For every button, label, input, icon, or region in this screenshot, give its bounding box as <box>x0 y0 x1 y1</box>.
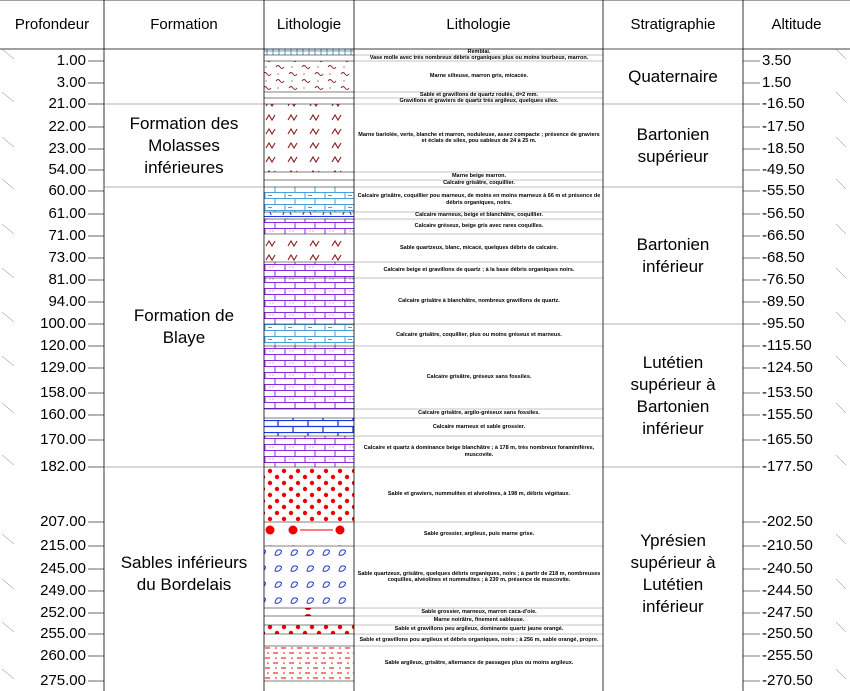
depth-label: 23.00 <box>48 140 86 157</box>
lithology-description: Marne bariolée, verte, blanche et marron, noduleuse, assez compacte ; présence de graviers et éclats de silex, pou sableux de 24 à 25 m. <box>358 131 600 144</box>
altitude-label: -244.50 <box>762 582 813 599</box>
lithology-unit-fill <box>264 634 354 646</box>
altitude-label: -76.50 <box>762 271 805 288</box>
altitude-label: -247.50 <box>762 604 813 621</box>
depth-label: 158.00 <box>40 384 86 401</box>
formation-name: Sables inférieurs du Bordelais <box>120 553 248 594</box>
altitude-label: -210.50 <box>762 537 813 554</box>
depth-label: 182.00 <box>40 458 86 475</box>
lithology-unit-fill <box>264 625 354 634</box>
altitude-label: -153.50 <box>762 384 813 401</box>
lithology-description: Calcaire grisâtre, coquillier pou marneux, de moins en moins marneux à 66 m et présence de débris organiques, noirs. <box>357 193 601 206</box>
lithology-unit-fill <box>264 409 354 418</box>
depth-label: 252.00 <box>40 604 86 621</box>
stratigraphy-name: Yprésien supérieur à Lutétien inférieur <box>630 531 716 616</box>
lithology-description: Calcaire marneux, beige et blanchâtre, coquillier. <box>415 212 543 219</box>
depth-label: 249.00 <box>40 582 86 599</box>
altitude-label: -177.50 <box>762 458 813 475</box>
altitude-label: -56.50 <box>762 205 805 222</box>
depth-label: 215.00 <box>40 537 86 554</box>
lithology-description: Sable grossier, argileux, puis marne grise. <box>423 530 535 537</box>
altitude-label: 3.50 <box>762 52 792 69</box>
lithology-unit-fill <box>264 61 354 92</box>
altitude-label: -66.50 <box>762 227 805 244</box>
lithology-description: Marne beige marron. <box>451 172 507 179</box>
lithology-description: Calcaire et quartz à dominance beige blanchâtre ; à 178 m, très nombreux foraminifères, muscovite. <box>363 445 595 458</box>
lithology-unit-fill <box>264 92 354 98</box>
lithology-unit-fill <box>264 172 354 180</box>
depth-label: 275.00 <box>40 672 86 689</box>
altitude-label: -270.50 <box>762 672 813 689</box>
altitude-label: -68.50 <box>762 249 805 266</box>
depth-label: 21.00 <box>48 95 86 112</box>
lithology-description: Calcaire grisâtre à blanchâtre, nombreux gravillons de quartz. <box>398 297 560 304</box>
lithology-description: Calcaire marneux et sable grossier. <box>432 423 526 430</box>
lithology-description: Calcaire grisâtre, coquillier. <box>443 180 515 187</box>
depth-label: 120.00 <box>40 337 86 354</box>
lithology-description: Calcaire grisâtre, coquillier, plus ou moins gréseux et marneux. <box>396 331 562 338</box>
lithology-description: Vase molle avec très nombreux débris organiques plus ou moins tourbeux, marron. <box>369 55 589 61</box>
header-depth: Profondeur <box>14 16 90 33</box>
altitude-label: -155.50 <box>762 406 813 423</box>
altitude-label: -95.50 <box>762 315 805 332</box>
lithology-unit-fill <box>264 522 354 546</box>
lithology-unit-fill <box>264 608 354 616</box>
lithology-unit-fill <box>264 418 354 436</box>
lithology-description: Calcaire grisâtre, argilo-gréseux sans fossiles. <box>418 410 540 417</box>
lithology-description: Gravillons et graviers de quartz très argileux, quelques silex. <box>399 98 559 104</box>
lithology-description: Sable quartzeux, grisâtre, quelques débris organiques, noirs ; à partir de 218 m, nombreuses coquilles, alvéolines et nummulites ; à 230 m, présence de muscovite. <box>357 570 601 583</box>
altitude-label: -165.50 <box>762 431 813 448</box>
lithology-unit-fill <box>264 212 354 219</box>
altitude-label: -55.50 <box>762 182 805 199</box>
altitude-label: -250.50 <box>762 625 813 642</box>
lithology-unit-fill <box>264 49 354 55</box>
depth-label: 60.00 <box>48 182 86 199</box>
depth-label: 255.00 <box>40 625 86 642</box>
lithology-unit-fill <box>264 324 354 346</box>
lithology-unit-fill <box>264 546 354 608</box>
lithology-unit-fill <box>264 234 354 262</box>
altitude-label: -49.50 <box>762 161 805 178</box>
lithology-description: Sable et graviers, nummulites et alvéolines, à 198 m, débris végétaux. <box>387 491 571 498</box>
altitude-label: -115.50 <box>762 337 812 354</box>
header-lithology-column: Lithologie <box>276 16 342 33</box>
lithology-description: Sable argileux, grisâtre, alternance de passages plus ou moins argileux. <box>384 660 574 667</box>
lithology-description: Sable quartzeux, blanc, micacé, quelques débris de calcaire. <box>399 244 559 251</box>
lithology-description: Sable et gravillons peu argileux, dominante quartz jaune orangé. <box>394 626 564 633</box>
lithology-description: Sable et gravillons de quartz roulés, d=2 mm. <box>419 92 539 98</box>
depth-label: 54.00 <box>48 161 86 178</box>
lithology-unit-fill <box>264 346 354 409</box>
depth-label: 71.00 <box>48 227 86 244</box>
lithology-unit-fill <box>264 187 354 212</box>
altitude-label: -255.50 <box>762 647 813 664</box>
lithology-unit-fill <box>264 55 354 61</box>
depth-label: 81.00 <box>48 271 86 288</box>
lithology-description: Calcaire gréseux, beige gris avec rares coquilles. <box>414 223 544 230</box>
altitude-label: -17.50 <box>762 118 805 135</box>
stratigraphy-name: Bartonien inférieur <box>636 234 710 276</box>
altitude-label: -124.50 <box>762 359 813 376</box>
lithology-description: Calcaire beige et gravillons de quartz ; à la base débris organiques noirs. <box>383 266 575 273</box>
formation-name: Formation de Blaye <box>133 306 235 347</box>
lithology-description: Calcaire grisâtre, gréseux sans fossiles. <box>426 374 532 381</box>
lithology-description: Marne silteuse, marron gris, micacée. <box>429 73 529 80</box>
altitude-label: -89.50 <box>762 293 805 310</box>
header-stratigraphy: Stratigraphie <box>630 16 716 33</box>
lithology-unit-fill <box>264 104 354 172</box>
lithology-description: Sable grossier, marneux, marron caca-d'oie. <box>421 608 537 615</box>
lithology-unit-fill <box>264 436 354 467</box>
depth-label: 22.00 <box>48 118 86 135</box>
depth-label: 260.00 <box>40 647 86 664</box>
header-formation: Formation <box>150 16 218 33</box>
altitude-label: -18.50 <box>762 140 805 157</box>
depth-label: 170.00 <box>40 431 86 448</box>
depth-label: 100.00 <box>40 315 86 332</box>
depth-label: 1.00 <box>56 52 86 69</box>
altitude-label: -202.50 <box>762 513 813 530</box>
lithology-unit-fill <box>264 180 354 187</box>
lithology-description: Remblai. <box>467 49 491 55</box>
altitude-label: -240.50 <box>762 560 813 577</box>
lithology-description: Marne noirâtre, finement sableuse. <box>433 617 525 624</box>
stratigraphy-name: Bartonien supérieur <box>636 124 710 166</box>
depth-label: 245.00 <box>40 560 86 577</box>
depth-label: 73.00 <box>48 249 86 266</box>
altitude-label: 1.50 <box>762 74 792 91</box>
lithology-description: Sable et gravillons pou argileux et débris organiques, noirs ; à 256 m, sable orangé, propre. <box>359 636 599 643</box>
depth-label: 3.00 <box>56 74 86 91</box>
depth-label: 207.00 <box>40 513 86 530</box>
stratigraphy-name: Quaternaire <box>628 66 718 86</box>
depth-label: 160.00 <box>40 406 86 423</box>
altitude-label: -16.50 <box>762 95 805 112</box>
stratigraphy-name: Lutétien supérieur à Bartonien inférieur <box>630 352 716 438</box>
lithology-unit-fill <box>264 219 354 234</box>
depth-label: 129.00 <box>40 359 86 376</box>
depth-label: 94.00 <box>48 293 86 310</box>
depth-label: 61.00 <box>48 205 86 222</box>
header-altitude: Altitude <box>771 16 822 33</box>
lithology-unit-fill <box>264 278 354 324</box>
lithology-unit-fill <box>264 467 354 522</box>
lithology-unit-fill <box>264 262 354 278</box>
lithology-unit-fill <box>264 646 354 681</box>
lithology-unit-fill <box>264 98 354 104</box>
lithology-unit-fill <box>264 616 354 625</box>
formation-name: Formation des Molasses inférieures <box>129 113 239 177</box>
header-lithology-description: Lithologie <box>446 16 511 33</box>
